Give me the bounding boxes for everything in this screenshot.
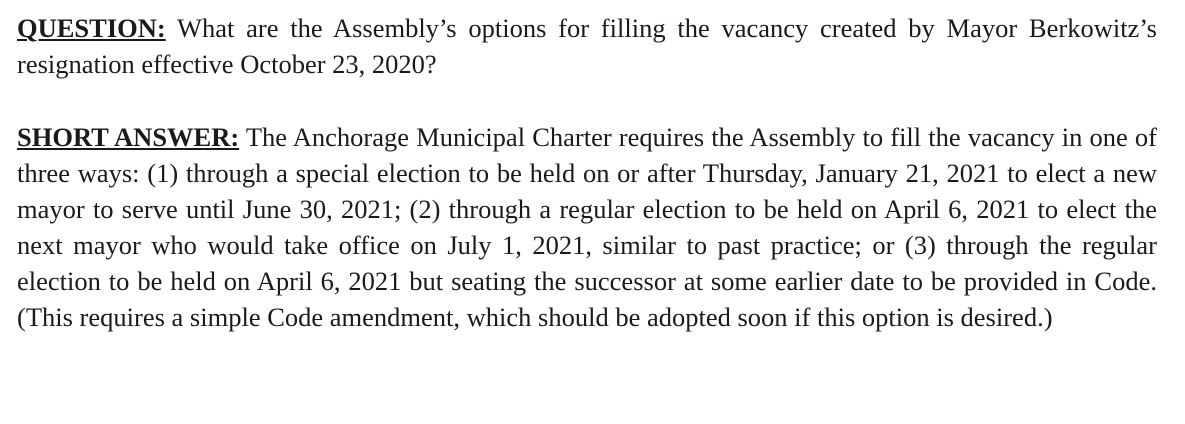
short-answer-paragraph [17,119,1157,335]
question-label: QUESTION: [17,13,166,43]
short-answer-label: SHORT ANSWER: [17,122,240,152]
document-page [17,10,1157,335]
question-paragraph [17,10,1157,82]
short-answer-text: The Anchorage Municipal Charter requires the Assembly to fill the vacancy in one of three ways: (1) through a special election to be held on or after Thursday, January 21, 2021 to elect a new mayor to serve until June 30, 2021; (2) through a regular election to be held on April 6, 2021 to elect the next mayor who would take office on July 1, 2021, similar to past practice; or (3) through the regular election to be held on April 6, 2021 but seating the successor at some earlier date to be provided in Code. (This requires a simple Code amendment, which should be adopted soon if this option is desired.) [17,122,1157,332]
question-text: What are the Assembly’s options for filling the vacancy created by Mayor Berkowitz’s resignation effective October 23, 2020? [17,13,1157,79]
